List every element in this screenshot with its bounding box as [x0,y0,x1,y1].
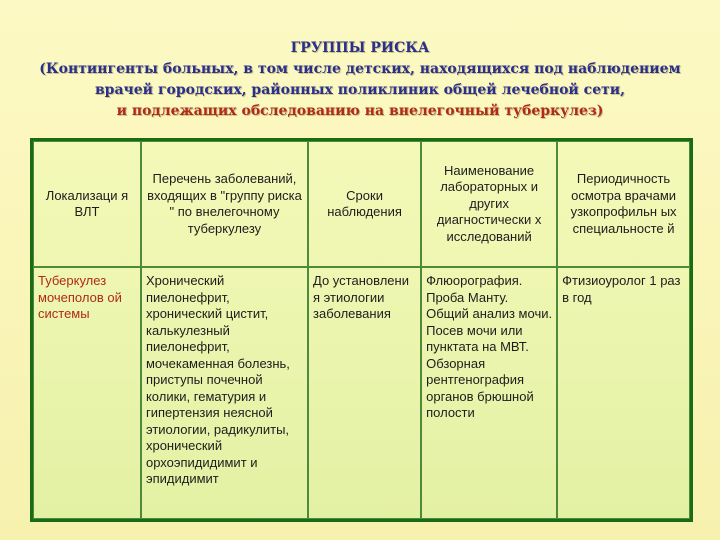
cell-terms: До установлени я этиологии заболевания [308,267,421,519]
risk-groups-table [30,138,693,522]
header-studies: Наименование лабораторных и других диагностически х исследований [421,141,557,267]
cell-diseases: Хронический пиелонефрит, хронический цистит, калькулезный пиелонефрит, мочекаменная болезнь, приступы почечной колики, гематурия и гипертензия неясной этиологии, радикулиты, хронический орхоэпидидимит и эпидидимит [141,267,308,519]
header-periodicity: Периодичность осмотра врачами узкопрофильн ых специальносте й [557,141,690,267]
page-title [0,38,720,122]
cell-studies: Флюорография. Проба Манту. Общий анализ мочи. Посев мочи или пунктата на МВТ. Обзорная рентгенография органов брюшной полости [421,267,557,519]
header-localization: Локализаци я ВЛТ [33,141,141,267]
cell-localization: Туберкулез мочеполов ой системы [33,267,141,519]
title-subtitle-line: врачей городских, районных поликлиник общей лечебной сети, [94,82,626,98]
title-subtitle-line: (Контингенты больных, в том числе детских, находящихся под наблюдением [39,61,681,77]
table-row [33,267,690,519]
header-terms: Сроки наблюдения [308,141,421,267]
title-heading: ГРУППЫ РИСКА [290,40,430,56]
cell-periodicity: Фтизиоуролог 1 раз в год [557,267,690,519]
table-header-row [33,141,690,267]
header-diseases: Перечень заболеваний, входящих в "группу риска " по внелегочному туберкулезу [141,141,308,267]
title-subtitle-line: и подлежащих обследованию на внелегочный туберкулез) [116,103,604,119]
